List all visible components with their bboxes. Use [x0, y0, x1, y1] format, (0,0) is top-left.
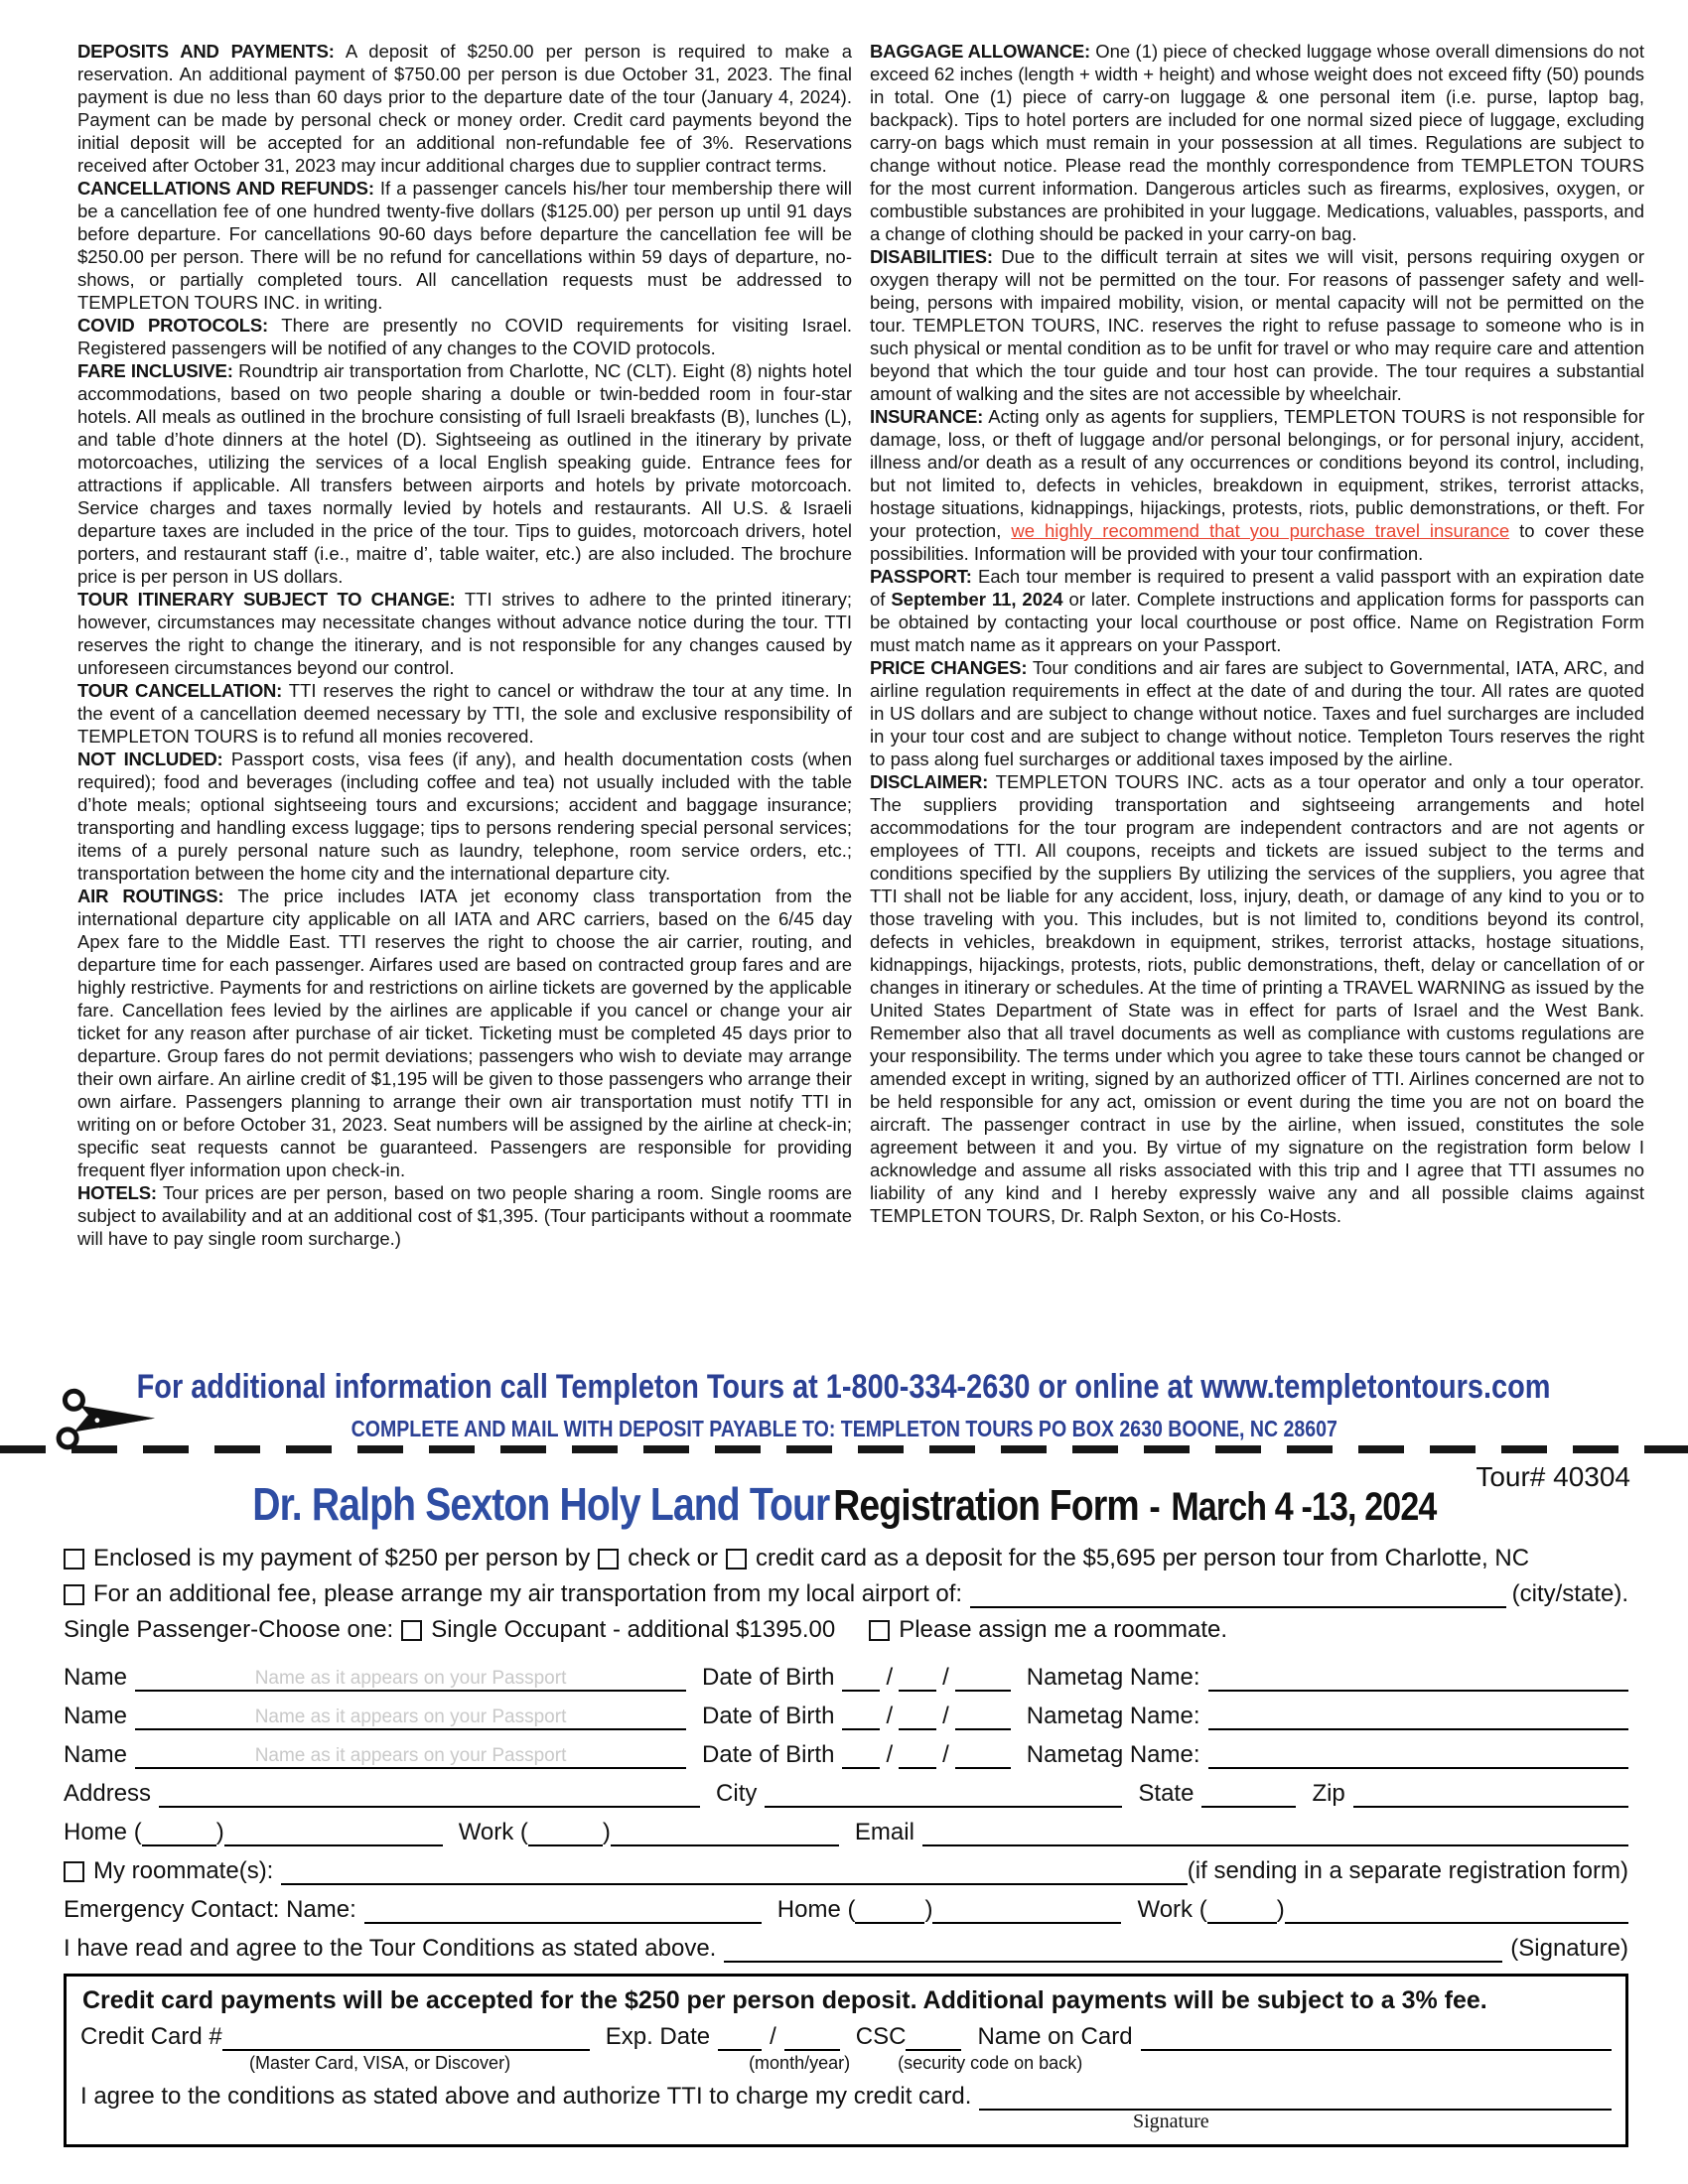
- csc-label: CSC: [855, 2023, 907, 2050]
- dob-day-line[interactable]: [899, 1706, 936, 1730]
- name-input-line[interactable]: [135, 1745, 686, 1769]
- terms-paragraph: FARE INCLUSIVE: Roundtrip air transportation from Charlotte, NC (CLT). Eight (8) nights hotel accommodations, based on two people sharing a double or twin-bedded room in four-star hotels. All meals as outlined in the brochure consisting of full Israeli breakfasts (B), lunches (L), and table d’hote dinners at the hotel (D). Sightseeing as outlined in the itinerary by private motorcoaches, utilizing the services of a local English speaking guide. Entrance fees for attractions if applicable. All transfers between airports and hotels by private motorcoach. Service charges and taxes normally levied by hotels and restaurants. All U.S. & Israeli departure taxes are included in the price of the tour. Tips to guides, motorcoach drivers, hotel porters, and restaurant staff (i.e., maitre d’, table waiter, etc.) are also included. The brochure price is per person in US dollars.: [77, 360, 852, 587]
- dob-month-line[interactable]: [842, 1668, 880, 1692]
- form-title-separator: -: [1149, 1485, 1161, 1529]
- deposit-checkbox[interactable]: [64, 1549, 84, 1570]
- name-input-line[interactable]: [135, 1668, 686, 1692]
- city-state-hint: (city/state).: [1511, 1580, 1628, 1607]
- name-label: Name: [64, 1741, 128, 1768]
- card-signature-line[interactable]: [979, 2087, 1612, 2111]
- dob-slash-1: /: [886, 1741, 894, 1768]
- scissors-icon: [49, 1378, 165, 1464]
- work-phone-label: Work (: [458, 1819, 528, 1845]
- terms-heading: INSURANCE:: [870, 406, 984, 427]
- terms-paragraph: DISABILITIES: Due to the difficult terrain at sites we will visit, persons requiring oxygen or oxygen therapy will not be permitted on the tour. For reasons of passenger safety and well-being, persons with impaired mobility, vision, or mental capacity will not be permitted on the tour. TEMPLETON TOURS, INC. reserves the right to refuse passage to someone who is in such physical or mental condition as to be unfit for travel or who may require care and attention beyond that which the tour guide and tour host can provide. The tour requires a substantial amount of walking and the sites are not accessible by wheelchair.: [870, 246, 1644, 404]
- terms-paragraph: AIR ROUTINGS: The price includes IATA jet economy class transportation from the international departure city applicable on all IATA and ARC carriers, based on the 6/45 day Apex fare to the Middle East. TTI reserves the right to choose the air carrier, routing, and departure time for each passenger. Airfares used are based on contracted group fares and are highly restrictive. Payments for and restrictions on airline tickets are governed by the applicable fare. Cancellation fees levied by the airlines are applicable if you cancel or change your air ticket for any reason after purchase of air ticket. Ticketing must be completed 45 days prior to departure. Group fares do not permit deviations; passengers who wish to deviate may arrange their own airfare. An airline credit of $1,195 will be given to those passengers who arrange their own airfare. Passengers planning to arrange their own air transportation must notify TTI in writing on or before October 31, 2023. Seat numbers will be assigned by the airline at check-in; specific seat requests cannot be guaranteed. Passengers are responsible for providing frequent flyer information upon check-in.: [77, 886, 853, 1180]
- terms-paragraph: PRICE CHANGES: Tour conditions and air fares are subject to Governmental, IATA, ARC, and airline regulation requirements in effect at the date of and during the tour. All rates are quoted in US dollars and are subject to change without notice. Taxes and fuel surcharges are included in your tour cost and are subject to change without notice. Templeton Tours reserves the right to pass along fuel surcharges or additional taxes imposed by the airline.: [870, 657, 1644, 769]
- nametag-input-line[interactable]: [1208, 1706, 1628, 1730]
- zip-input-line[interactable]: [1353, 1784, 1628, 1808]
- terms-heading: HOTELS:: [77, 1182, 157, 1203]
- dob-year-line[interactable]: [955, 1668, 1011, 1692]
- name-on-card-label: Name on Card: [977, 2023, 1133, 2050]
- tour-number: Tour# 40304: [1476, 1461, 1630, 1492]
- terms-heading: DEPOSITS AND PAYMENTS:: [77, 41, 335, 62]
- dob-month-line[interactable]: [842, 1706, 880, 1730]
- dob-slash-2: /: [942, 1664, 949, 1691]
- single-passenger-row: [64, 1616, 1628, 1644]
- signature-input-line[interactable]: [724, 1939, 1502, 1963]
- address-input-line[interactable]: [159, 1784, 700, 1808]
- dob-label: Date of Birth: [702, 1741, 835, 1768]
- security-code-hint: (security code on back): [898, 2053, 1083, 2073]
- terms-heading: CANCELLATIONS AND REFUNDS:: [77, 178, 374, 199]
- terms-heading: AIR ROUTINGS:: [77, 886, 224, 906]
- roommate-row: [64, 1857, 1628, 1885]
- exp-month-line[interactable]: [718, 2027, 762, 2051]
- city-label: City: [716, 1780, 758, 1807]
- deposit-text-1: Enclosed is my payment of $250 per person by: [93, 1545, 591, 1571]
- city-input-line[interactable]: [765, 1784, 1122, 1808]
- emergency-home-paren: ): [924, 1896, 933, 1923]
- nametag-label: Nametag Name:: [1026, 1741, 1200, 1768]
- card-signature-hint: Signature: [1133, 2111, 1209, 2132]
- name-row: [64, 1703, 1628, 1730]
- form-title: [0, 1477, 1688, 1531]
- home-paren-close: ): [215, 1819, 224, 1845]
- emergency-home-area-line[interactable]: [855, 1900, 924, 1924]
- terms-paragraph: BAGGAGE ALLOWANCE: One (1) piece of checked luggage whose overall dimensions do not exceed 62 inches (length + width + height) and whose weight does not exceed fifty (50) pounds in total. One (1) piece of carry-on luggage & one personal item (i.e. purse, laptop bag, backpack). Tips to hotel porters are included for one normal sized piece of luggage, excluding carry-on bags which must remain in your possession at all times. Regulations are subject to change without notice. Please read the monthly correspondence from TEMPLETON TOURS for the most current information. Dangerous articles such as firearms, explosives, oxygen, or combustible substances are prohibited in your luggage. Medications, valuables, passports, and a change of clothing should be packed in your carry-on bag.: [870, 41, 1644, 244]
- info-banner-line2-text: COMPLETE AND MAIL WITH DEPOSIT PAYABLE TO: TEMPLETON TOURS PO BOX 2630 BOONE, NC 28607: [351, 1416, 1337, 1441]
- dob-label: Date of Birth: [702, 1664, 835, 1691]
- home-phone-label: Home (: [64, 1819, 142, 1845]
- assign-roommate-label: Please assign me a roommate.: [899, 1616, 1228, 1643]
- terms-paragraph: DEPOSITS AND PAYMENTS: A deposit of $250.00 per person is required to make a reservation. An additional payment of $750.00 per person is due October 31, 2023. The final payment is due no less than 60 days prior to the departure date of the tour (January 4, 2024). Payment can be made by personal check or money order. Credit card payments beyond the initial deposit will be accepted for an additional non-refundable fee of 3%. Reservations received after October 31, 2023 may incur additional charges due to supplier contract terms.: [77, 41, 852, 176]
- cut-dashed-line: [0, 1445, 1688, 1453]
- signature-hint: (Signature): [1510, 1935, 1628, 1962]
- state-label: State: [1138, 1780, 1195, 1807]
- credit-card-checkbox[interactable]: [726, 1549, 747, 1570]
- dob-month-line[interactable]: [842, 1745, 880, 1769]
- air-transport-text: For an additional fee, please arrange my air transportation from my local airport of:: [93, 1580, 963, 1607]
- emergency-home-label: Home (: [776, 1896, 856, 1923]
- roommate-checkbox[interactable]: [64, 1861, 84, 1882]
- exp-date-label: Exp. Date: [605, 2023, 711, 2050]
- terms-paragraph: INSURANCE: Acting only as agents for suppliers, TEMPLETON TOURS is not responsible for damage, loss, or theft of luggage and/or personal belongings, or for personal injury, accident, illness and/or death as a result of any occurrences or conditions beyond its control, including, but not limited to, defects in vehicles, breakdown in equipment, strikes, terrorist attacks, hostage situations, kidnappings, hijackings, protests, riots, public demonstrations, or theft. For your protection, we highly recommend that you purchase travel insurance to cover these possibilities. Information will be provided with your tour confirmation.: [870, 406, 1644, 564]
- dob-year-line[interactable]: [955, 1706, 1011, 1730]
- terms-heading: DISABILITIES:: [870, 246, 993, 267]
- deposit-text-3: credit card as a deposit for the $5,695 per person tour from Charlotte, NC: [755, 1545, 1530, 1571]
- terms-heading: FARE INCLUSIVE:: [77, 360, 233, 381]
- exp-slash: /: [770, 2023, 776, 2050]
- name-row: [64, 1664, 1628, 1692]
- card-types-hint: (Master Card, VISA, or Discover): [249, 2053, 511, 2073]
- dob-year-line[interactable]: [955, 1745, 1011, 1769]
- terms-section: [77, 40, 1644, 1250]
- nametag-label: Nametag Name:: [1026, 1703, 1200, 1729]
- check-checkbox[interactable]: [598, 1549, 619, 1570]
- name-row: [64, 1741, 1628, 1769]
- info-banner-line2: [0, 1416, 1688, 1442]
- dob-slash-1: /: [886, 1664, 894, 1691]
- name-label: Name: [64, 1664, 128, 1691]
- terms-heading: DISCLAIMER:: [870, 771, 989, 792]
- exp-year-line[interactable]: [784, 2027, 840, 2051]
- assign-roommate-checkbox[interactable]: [869, 1620, 890, 1641]
- terms-heading: BAGGAGE ALLOWANCE:: [870, 41, 1090, 62]
- travel-insurance-emphasis: we highly recommend that you purchase travel insurance: [1011, 520, 1510, 541]
- zip-label: Zip: [1312, 1780, 1345, 1807]
- credit-card-box: [64, 1974, 1628, 2147]
- credit-card-row: [80, 2023, 1612, 2051]
- terms-left-column: [77, 40, 852, 1250]
- terms-heading: TOUR CANCELLATION:: [77, 680, 283, 701]
- work-phone-line[interactable]: [611, 1823, 839, 1846]
- info-banner-line1: [0, 1368, 1688, 1407]
- month-year-hint: (month/year): [749, 2053, 851, 2073]
- credit-card-number-label: Credit Card #: [80, 2023, 222, 2050]
- terms-paragraph: COVID PROTOCOLS: There are presently no COVID requirements for visiting Israel. Registered passengers will be notified of any changes to the COVID protocols.: [77, 315, 852, 358]
- passport-name-placeholder: Name as it appears on your Passport: [254, 1745, 567, 1766]
- work-paren-close: ): [602, 1819, 611, 1845]
- deposit-text-2: check or: [628, 1545, 718, 1571]
- terms-heading: NOT INCLUDED:: [77, 749, 223, 769]
- agreement-signature-row: [64, 1935, 1628, 1963]
- terms-heading: PASSPORT:: [870, 566, 972, 587]
- emergency-contact-row: [64, 1896, 1628, 1924]
- name-label: Name: [64, 1703, 128, 1729]
- emergency-home-phone-line[interactable]: [932, 1900, 1121, 1924]
- roommate-input-line[interactable]: [281, 1861, 1187, 1885]
- agreement-text: I have read and agree to the Tour Conditions as stated above.: [64, 1935, 717, 1962]
- credit-card-notice: Credit card payments will be accepted for the $250 per person deposit. Additional payments will be subject to a 3% fee.: [82, 1986, 1487, 2014]
- emergency-work-phone-line[interactable]: [1285, 1900, 1628, 1924]
- nametag-input-line[interactable]: [1208, 1745, 1628, 1769]
- csc-line[interactable]: [906, 2027, 961, 2051]
- terms-right-column: [870, 40, 1644, 1250]
- dob-day-line[interactable]: [899, 1745, 936, 1769]
- terms-paragraph: TOUR CANCELLATION: TTI reserves the right to cancel or withdraw the tour at any time. In the event of a cancellation deemed necessary by TTI, the sole and exclusive responsibility of TEMPLETON TOURS is to refund all monies recovered.: [77, 680, 852, 747]
- dob-slash-2: /: [942, 1741, 949, 1768]
- form-title-registration: Registration Form: [832, 1481, 1139, 1530]
- terms-paragraph: DISCLAIMER: TEMPLETON TOURS INC. acts as a tour operator and only a tour operator. The suppliers providing transportation and sightseeing arrangements and hotel accommodations for the tour program are independent contractors and are not agents or employees of TTI. All coupons, receipts and tickets are issued subject to the terms and conditions specified by the suppliers By utilizing the services of the suppliers, you agree that TTI shall not be liable for any accident, loss, injury, death, or damage of any kind to you or to those traveling with you. This includes, but is not limited to, conditions beyond its control, defects in vehicles, breakdown in equipment, strikes, terrorist attacks, hostage situations, kidnappings, hijackings, protests, riots, public demonstrations, theft, delay or cancellation of or changes in itinerary or schedules. At the time of printing a TRAVEL WARNING as issued by the United States Department of State was in effect for parts of Israel and the West Bank. Remember also that all travel documents as well as compliance with customs regulations are your responsibility. The terms under which you agree to take these tours cannot be changed or amended except in writing, signed by an authorized officer of TTI. Airlines concerned are not to be held responsible for any act, omission or event during the time you are not on board the aircraft. The passenger contract in use by the airline, when issued, constitutes the sole agreement between it and you. By virtue of my signature on the registration form below I acknowledge and assume all risks associated with this trip and I agree that TTI assumes no liability of any kind and I hereby expressly waive any and all possible claims against TEMPLETON TOURS, Dr. Ralph Sexton, or his Co-Hosts.: [870, 771, 1644, 1226]
- roommate-note: (if sending in a separate registration form): [1187, 1857, 1628, 1884]
- single-occupant-label: Single Occupant - additional $1395.00: [431, 1616, 836, 1643]
- dob-label: Date of Birth: [702, 1703, 835, 1729]
- charge-authorization-row: [80, 2083, 1612, 2111]
- credit-card-number-line[interactable]: [222, 2027, 590, 2051]
- info-banner-line1-text: For additional information call Templeton Tours at 1-800-334-2630 or online at www.templetontours.com: [137, 1368, 1551, 1406]
- home-phone-line[interactable]: [224, 1823, 443, 1846]
- terms-heading: COVID PROTOCOLS:: [77, 315, 269, 336]
- terms-heading: PRICE CHANGES:: [870, 657, 1028, 678]
- terms-heading: TOUR ITINERARY SUBJECT TO CHANGE:: [77, 589, 456, 610]
- terms-paragraph: HOTELS: Tour prices are per person, based on two people sharing a room. Single rooms are subject to availability and at an additional cost of $1,395. (Tour participants without a roommate will have to pay single room surcharge.): [77, 1182, 852, 1249]
- passport-name-placeholder: Name as it appears on your Passport: [254, 1668, 567, 1689]
- address-label: Address: [64, 1780, 152, 1807]
- dob-slash-1: /: [886, 1703, 894, 1729]
- name-on-card-line[interactable]: [1141, 2027, 1612, 2051]
- state-input-line[interactable]: [1201, 1784, 1296, 1808]
- terms-paragraph: TOUR ITINERARY SUBJECT TO CHANGE: TTI strives to adhere to the printed itinerary; however, circumstances may necessitate changes without advance notice during the tour. TTI reserves the right to change the itinerary, and is not responsible for any changes caused by unforeseen circumstances beyond our control.: [77, 589, 852, 678]
- nametag-label: Nametag Name:: [1026, 1664, 1200, 1691]
- address-row: [64, 1780, 1628, 1808]
- emergency-name-line[interactable]: [364, 1900, 762, 1924]
- air-arrange-checkbox[interactable]: [64, 1584, 84, 1605]
- credit-card-sublabels: [80, 2053, 1612, 2075]
- name-input-line[interactable]: [135, 1706, 686, 1730]
- emergency-work-label: Work (: [1137, 1896, 1207, 1923]
- dob-slash-2: /: [942, 1703, 949, 1729]
- email-label: Email: [854, 1819, 914, 1845]
- email-input-line[interactable]: [922, 1823, 1628, 1846]
- single-passenger-lead: Single Passenger-Choose one:: [64, 1616, 394, 1643]
- form-title-tour-name: Dr. Ralph Sexton Holy Land Tour: [251, 1478, 830, 1530]
- airport-input-line[interactable]: [970, 1584, 1506, 1608]
- deposit-row: [64, 1545, 1628, 1572]
- terms-paragraph: CANCELLATIONS AND REFUNDS: If a passenger cancels his/her tour membership there will be a cancellation fee of one hundred twenty-five dollars ($125.00) per person up until 91 days before departure. For cancellations 90-60 days before departure the cancellation fee will be $250.00 per person. There will be no refund for cancellations within 59 days of departure, no-shows, or partially completed tours. All cancellation requests must be addressed to TEMPLETON TOURS INC. in writing.: [77, 178, 852, 313]
- work-area-code-line[interactable]: [528, 1823, 603, 1846]
- terms-paragraph: NOT INCLUDED: Passport costs, visa fees (if any), and health documentation costs (when required); food and beverages (including coffee and tea) not usually included with the table d’hote meals; optional sightseeing tours and excursions; accident and baggage insurance; transporting and handling excess luggage; tips to persons rendering special personal services; items of a purely personal nature such as laundry, telephone, room service orders, etc.; transportation between the home city and the international departure city.: [77, 749, 852, 884]
- charge-authorization-text: I agree to the conditions as stated above and authorize TTI to charge my credit card.: [80, 2083, 972, 2110]
- home-area-code-line[interactable]: [142, 1823, 216, 1846]
- single-occupant-checkbox[interactable]: [401, 1620, 422, 1641]
- dob-day-line[interactable]: [899, 1668, 936, 1692]
- passport-name-placeholder: Name as it appears on your Passport: [254, 1706, 567, 1727]
- phone-email-row: [64, 1819, 1628, 1846]
- registration-form: [64, 1545, 1628, 2147]
- roommate-label: My roommate(s):: [93, 1857, 274, 1884]
- terms-paragraph: PASSPORT: Each tour member is required to present a valid passport with an expiration date of September 11, 2024 or later. Complete instructions and application forms for passports can be obtained by contacting your local courthouse or post office. Name on Registration Form must match name as it apprears on your Passport.: [870, 566, 1645, 655]
- emergency-contact-label: Emergency Contact: Name:: [64, 1896, 356, 1923]
- emergency-work-area-line[interactable]: [1207, 1900, 1277, 1924]
- emergency-work-paren: ): [1276, 1896, 1285, 1923]
- nametag-input-line[interactable]: [1208, 1668, 1628, 1692]
- form-title-date: March 4 -13, 2024: [1170, 1485, 1437, 1529]
- air-transport-row: [64, 1580, 1628, 1608]
